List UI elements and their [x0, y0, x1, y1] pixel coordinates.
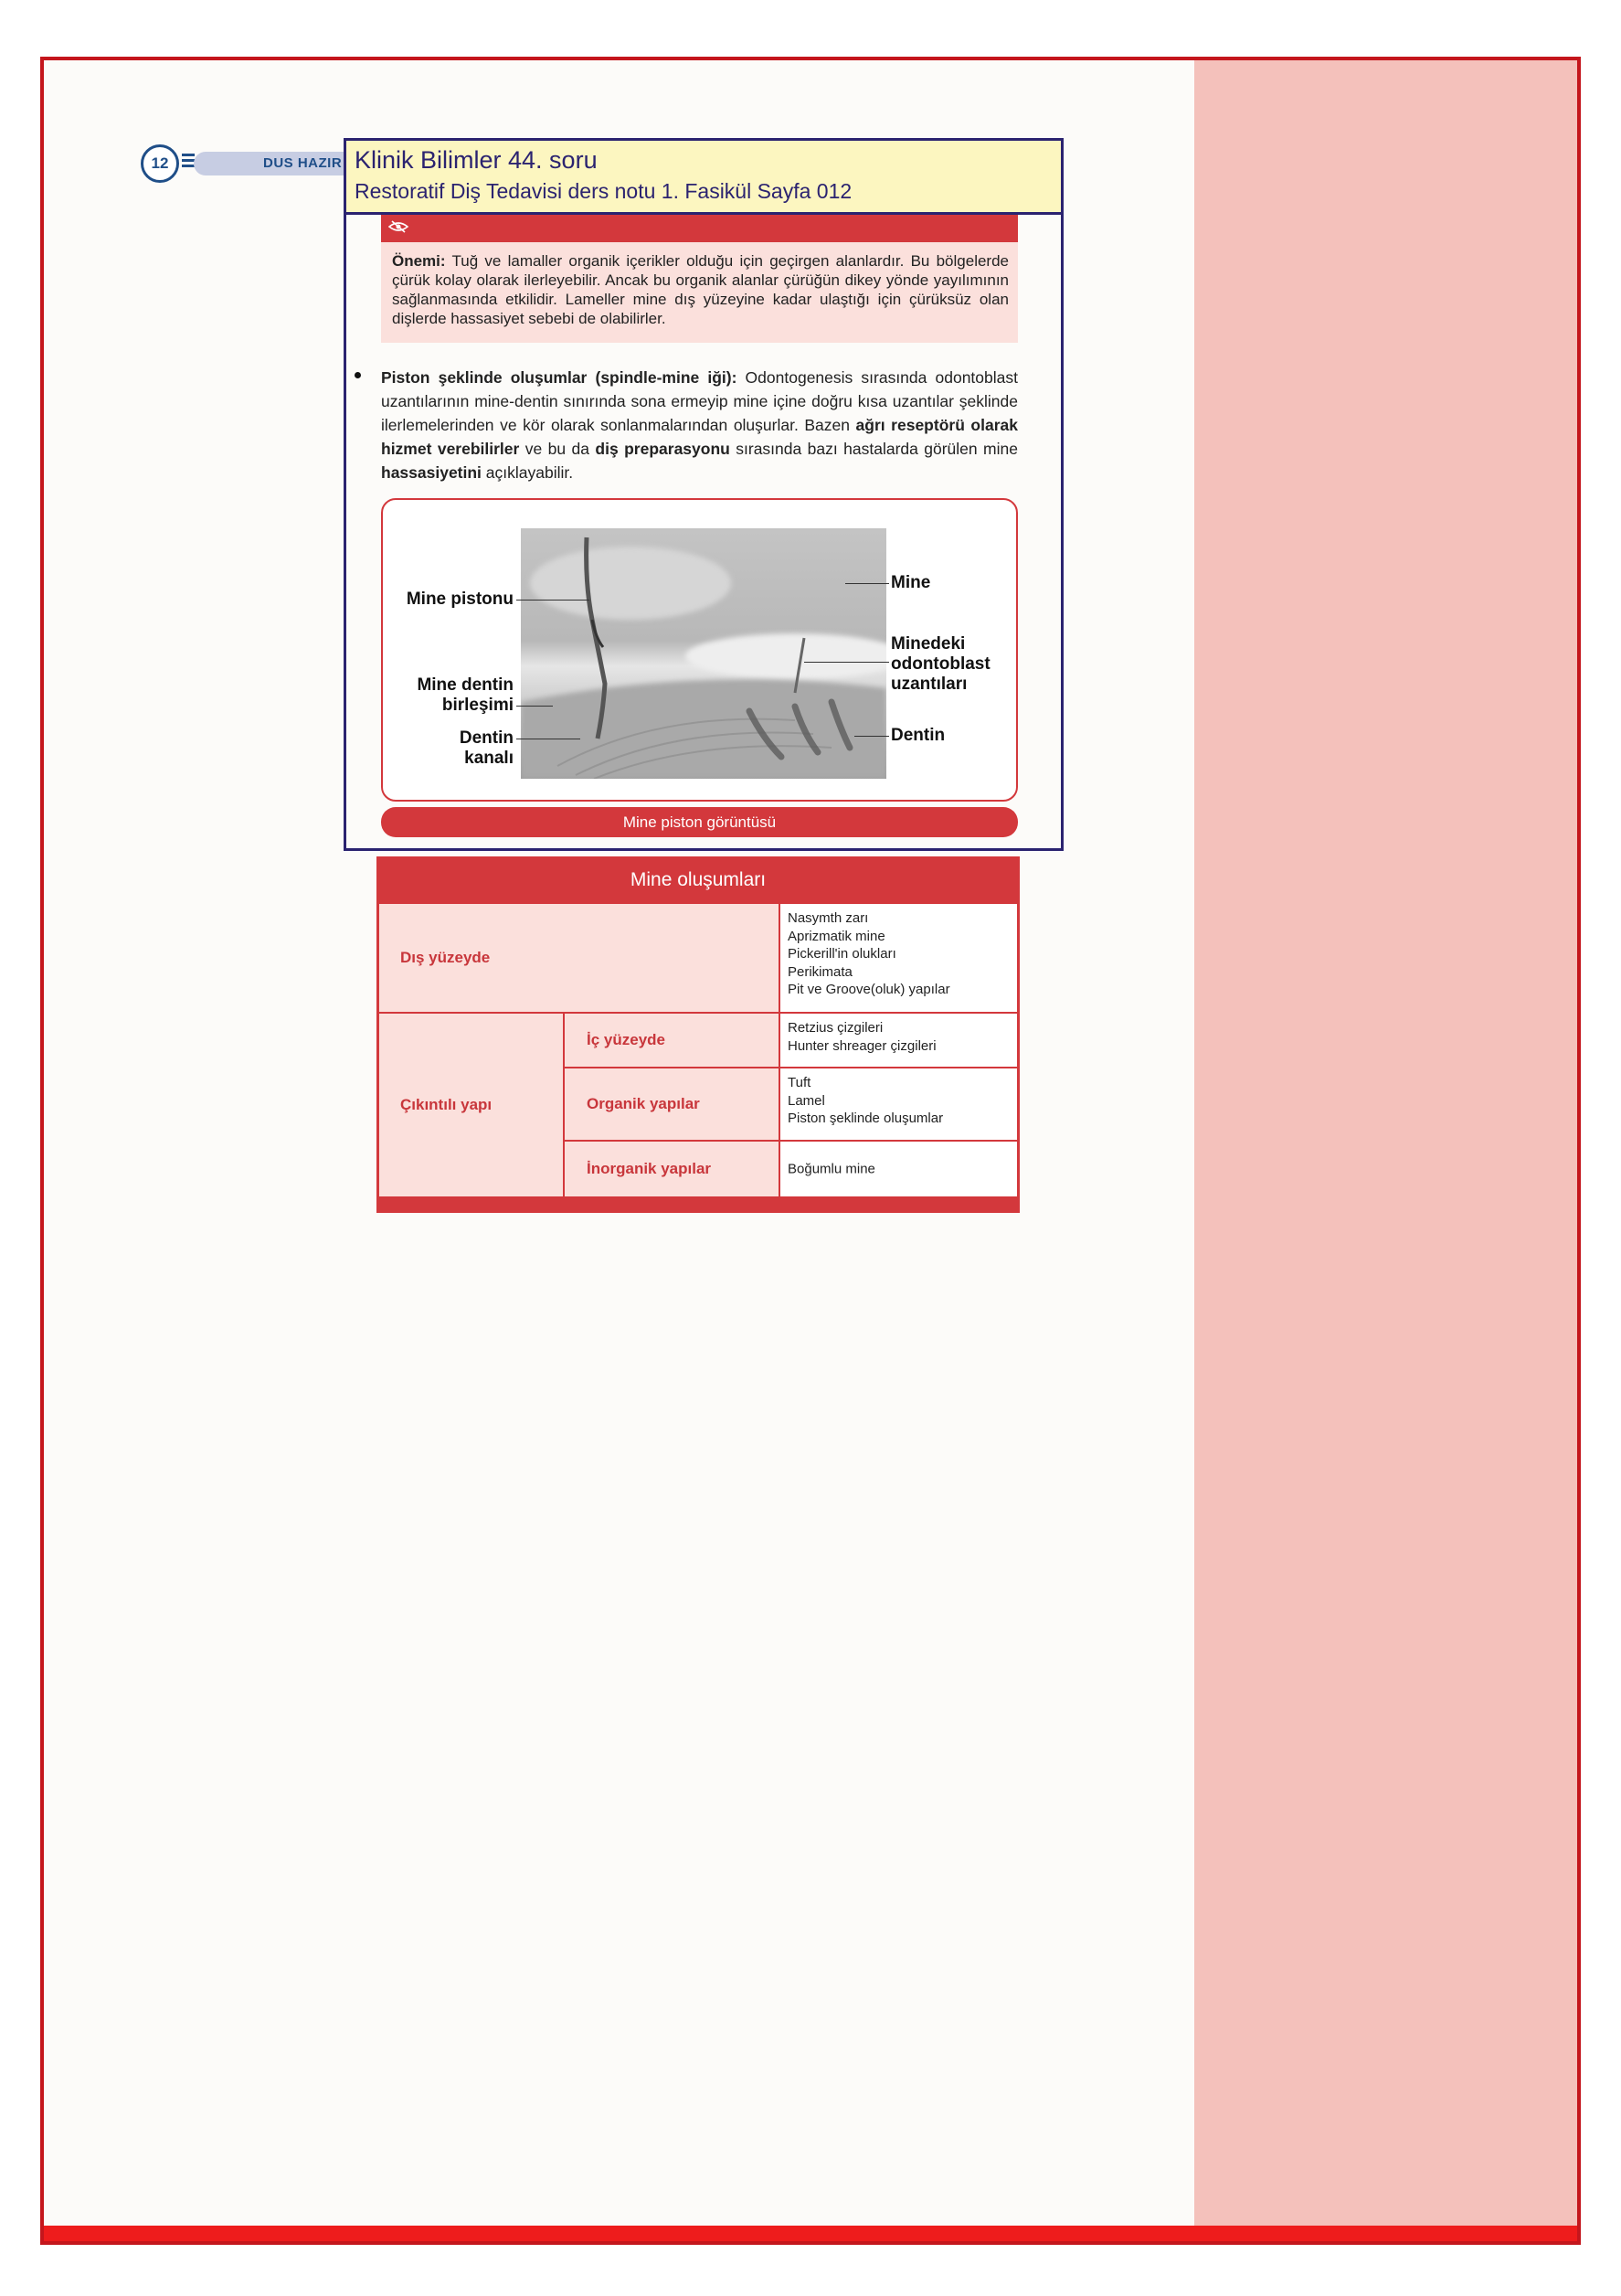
note-text: Tuğ ve lamaller organik içerikler olduğu için geçirgen alanlardır. Bu bölgelerde çürük kolay olarak ilerleyebilir. Ancak bu organik alanlar çürüğün dikey yönde yayılımının sağlanmasında etkilidir. Lameller mine dış yüzeyine kadar ulaştığı için çürüksüz olan dişlerde hassasiyet sebebi de olabilirler. — [392, 252, 1009, 327]
row-items-inorganik: Boğumlu mine — [788, 1161, 875, 1177]
paragraph-emphasis: ağrı reseptörü olarak hizmet verebilirler — [381, 416, 1018, 458]
table-cell-label — [565, 1142, 779, 1196]
table-title: Mine oluşumları — [630, 869, 767, 890]
page-number: 12 — [141, 144, 179, 183]
side-margin — [1194, 60, 1577, 2230]
figure-caption: Mine piston görüntüsü — [381, 807, 1018, 837]
paragraph-text: Odontogenesis sırasında odontoblast uzantılarının mine-dentin sınırında sona ermeyip mine içine doğru kısa uzantılar şeklinde ilerlemelerinden ve kör olarak sonlanmalarından oluşurlar. Bazen — [381, 368, 1018, 434]
note-label: Önemi: — [392, 252, 446, 270]
label-dentin-kanali: Dentin kanalı — [459, 728, 514, 768]
question-box — [344, 138, 1064, 851]
paragraph-text: açıklayabilir. — [481, 463, 574, 482]
row-label-inorganik-yapilar: İnorganik yapılar — [587, 1160, 712, 1177]
label-mine: Mine — [891, 573, 931, 592]
row-label-dis-yuzeyde: Dış yüzeyde — [400, 949, 491, 966]
question-title: Klinik Bilimler 44. soru — [355, 146, 598, 174]
table-cell-items: Retzius çizgileri Hunter shreager çizgileri — [780, 1014, 1017, 1067]
question-subtitle: Restoratif Diş Tedavisi ders notu 1. Fasikül Sayfa 012 — [355, 179, 853, 203]
paragraph-emphasis: hassasiyetini — [381, 463, 482, 482]
table-cell-label — [565, 1068, 779, 1140]
table-cell-label — [379, 904, 779, 1012]
label-mine-pistonu: Mine pistonu — [406, 590, 514, 609]
table-cell-label — [565, 1014, 779, 1067]
row-label-organik-yapilar: Organik yapılar — [587, 1095, 700, 1112]
table-cell-items: Nasymth zarı Aprizmatik mine Pickerill'in olukları Perikimata Pit ve Groove(oluk) yapılar — [780, 904, 1017, 1012]
paragraph-text: ve bu da — [519, 440, 596, 458]
label-mine-dentin-birlesimi: Mine dentin birleşimi — [417, 675, 514, 715]
mine-olusumlari-table — [376, 856, 1020, 1213]
header-lines-icon — [182, 154, 195, 170]
table-cell-items: Tuft Lamel Piston şeklinde oluşumlar — [780, 1068, 1017, 1140]
row-label-cikintili-yapi: Çıkıntılı yapı — [400, 1096, 493, 1113]
paragraph-emphasis: diş preparasyonu — [595, 440, 730, 458]
row-label-ic-yuzeyde: İç yüzeyde — [587, 1031, 665, 1048]
table-cell-label — [379, 1014, 563, 1196]
paragraph-text: sırasında bazı hastalarda görülen mine — [729, 440, 1018, 458]
label-minedeki-odontoblast-uzantilari: Minedeki odontoblast uzantıları — [891, 634, 991, 694]
bottom-bar — [44, 2226, 1577, 2241]
header-text: DUS HAZIR — [263, 155, 343, 171]
paragraph-heading: Piston şeklinde oluşumlar (spindle-mine iği): — [381, 368, 737, 387]
table-cell-items — [780, 1142, 1017, 1196]
label-dentin: Dentin — [891, 726, 946, 745]
question-header — [346, 141, 1061, 215]
